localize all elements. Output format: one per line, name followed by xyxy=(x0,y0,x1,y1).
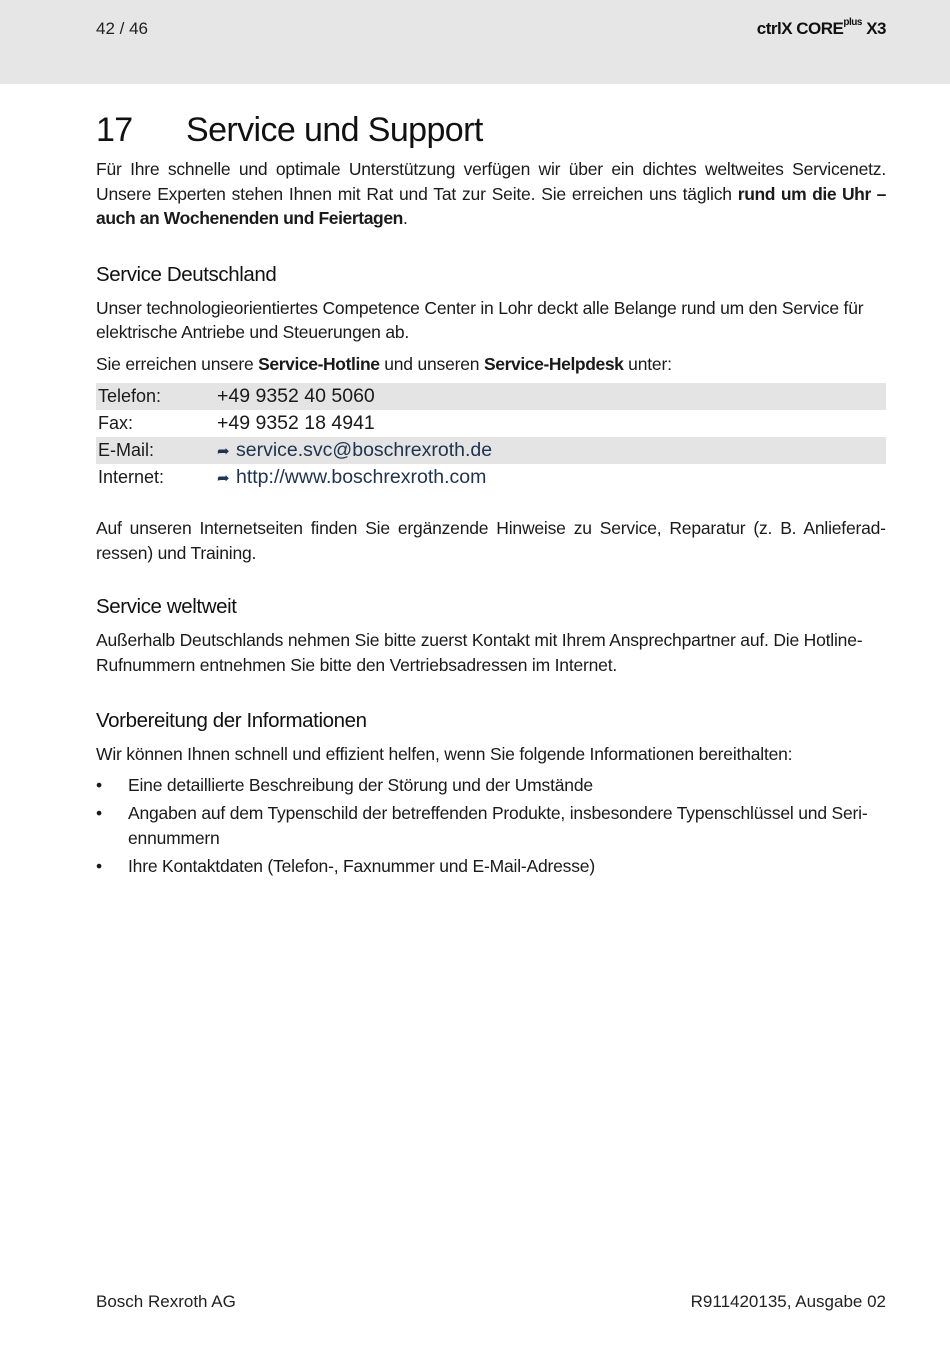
service-de-paragraph: Unser technologieorientiertes Competence Center in Lohr deckt alle Belange rund um den Service für elektrische Antriebe und Steuerungen ab. xyxy=(96,297,864,342)
footer-document-id: R911420135, Ausgabe 02 xyxy=(690,1292,886,1311)
heading-service-weltweit: Service weltweit xyxy=(96,595,237,618)
section-title: Service und Support xyxy=(186,111,483,149)
main-content xyxy=(96,108,886,883)
list-item: • Ihre Kontaktdaten (Telefon-, Faxnummer und E-Mail-Adresse) xyxy=(96,854,886,879)
intro-paragraph: Für Ihre schnelle und optimale Unterstützung verfügen wir über ein dichtes weltweites Servicenetz. Unsere Experten stehen Ihnen mit Rat und Tat zur Seite. Sie erreichen uns täglich rund um die Uhr – auch an Wochenenden und Feiertagen. xyxy=(96,159,886,228)
heading-service-deutschland: Service Deutschland xyxy=(96,262,277,286)
heading-vorbereitung: Vorbereitung der Informationen xyxy=(96,709,367,732)
list-item: • Eine detaillierte Beschreibung der Störung und der Umstände xyxy=(96,773,886,798)
contact-label: Internet: xyxy=(98,467,165,487)
contact-label: Telefon: xyxy=(96,383,217,410)
section-number: 17 xyxy=(96,111,133,149)
contact-row-fax xyxy=(96,410,886,437)
bullet-icon: • xyxy=(96,856,102,876)
list-item: • Angaben auf dem Typenschild der betreffenden Produkte, insbesondere Typenschlüssel und Seriennummern xyxy=(96,803,868,848)
contact-row-phone xyxy=(96,383,886,410)
contact-table xyxy=(96,383,886,491)
contact-label: E-Mail: xyxy=(96,437,217,464)
section-heading xyxy=(96,108,886,152)
link-arrow-icon: ➦ xyxy=(217,470,230,487)
bullet-icon: • xyxy=(96,774,102,795)
info-list xyxy=(96,773,886,879)
contact-label: Fax: xyxy=(98,413,134,433)
preparation-paragraph: Wir können Ihnen schnell und effizient helfen, wenn Sie folgende Informationen bereithalten: xyxy=(96,744,793,764)
page-number: 42 / 46 xyxy=(96,19,148,38)
phone-number: +49 9352 40 5060 xyxy=(217,383,886,410)
product-superscript: plus xyxy=(843,17,862,29)
product-name: ctrlX $CORE^{plus}$ X3 xyxy=(756,17,886,38)
website-note-paragraph: Auf unseren Internetseiten finden Sie ergänzende Hinweise zu Service, Reparatur (z. B. Anlieferadressen) und Training. xyxy=(96,518,886,563)
reach-paragraph: Sie erreichen unsere Service-Hotline und unseren Service-Helpdesk unter: xyxy=(96,353,672,374)
service-world-paragraph: Außerhalb Deutschlands nehmen Sie bitte zuerst Kontakt mit Ihrem Ansprechpartner auf. Die Hotline-Rufnummern entnehmen Sie bitte den Vertriebsadressen im Internet. xyxy=(96,630,863,675)
bullet-icon: • xyxy=(96,803,102,823)
fax-number: +49 9352 18 4941 xyxy=(217,412,375,434)
website-link[interactable]: http://www.boschrexroth.com xyxy=(236,466,487,488)
intro-emphasis: rund um die Uhr – auch an Wochenenden und Feiertagen xyxy=(96,183,886,228)
contact-row-email xyxy=(96,437,886,464)
contact-row-internet xyxy=(96,464,886,491)
page-header xyxy=(0,0,950,84)
email-link[interactable]: service.svc@boschrexroth.de xyxy=(236,439,493,461)
link-arrow-icon: ➦ xyxy=(217,443,230,460)
footer-company: Bosch Rexroth AG xyxy=(96,1292,236,1311)
